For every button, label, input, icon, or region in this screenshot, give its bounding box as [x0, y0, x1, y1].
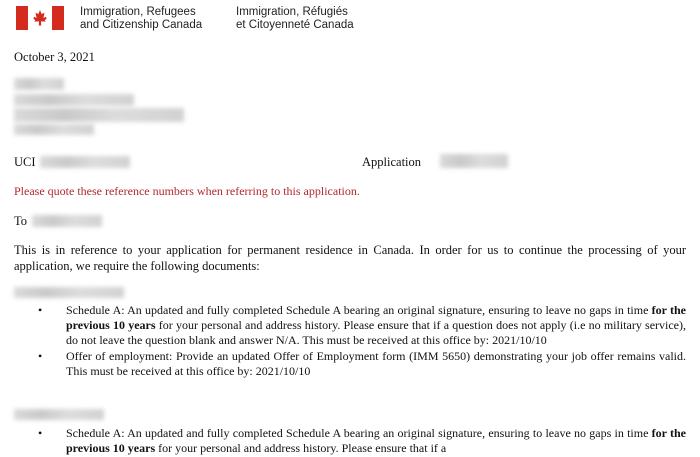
department-fr-line-2: et Citoyenneté Canada [236, 19, 354, 31]
item-text-continued: for your personal and address history. Please ensure that if a question does not apply (i.e no military service), do not leave the question blank and answer N/A. This must be received at this office by: 2021/10/10 [66, 318, 687, 347]
redacted-address-line-1 [14, 78, 64, 90]
letterhead [16, 4, 696, 34]
department-name-french [236, 6, 354, 32]
redacted-recipient-name [32, 215, 102, 227]
item-text: Offer of employment: Provide an updated Offer of Employment form (IMM 5650) demonstrating your job offer remains valid. This must be received at this office by: 2021/10/10 [66, 349, 686, 378]
list-item [14, 349, 686, 379]
application-label: Application [362, 155, 422, 169]
item-emphasis: for the previous 10 years [66, 426, 686, 455]
item-text: Schedule A: An updated and fully completed Schedule A bearing an original signature, ensuring to leave no gaps in time [66, 303, 652, 317]
department-en-line-2: and Citizenship Canada [80, 19, 203, 31]
list-item [14, 426, 686, 456]
list-item [14, 303, 686, 348]
redacted-address-line-2 [14, 94, 134, 106]
department-name-english [80, 6, 202, 32]
item-emphasis: for the previous 10 years [66, 303, 686, 332]
item-text: Schedule A: An updated and fully completed Schedule A bearing an original signature, ensuring to leave no gaps in time [66, 426, 652, 440]
bullet-icon: • [38, 349, 43, 363]
recipient-label: To [14, 214, 28, 228]
redacted-application-number [440, 154, 508, 168]
reference-note: Please quote these reference numbers when referring to this application. [14, 184, 360, 198]
document-list-2 [14, 426, 686, 457]
bullet-icon: • [38, 426, 43, 440]
document-list-1 [14, 303, 686, 380]
redacted-applicant-name-2 [14, 409, 104, 420]
canada-flag-icon [16, 6, 64, 30]
redacted-address-line-3 [14, 108, 184, 122]
redacted-applicant-name-1 [14, 287, 124, 298]
redacted-uci-number [40, 156, 130, 168]
redacted-address-line-4 [14, 124, 94, 135]
department-en-line-1: Immigration, Refugees [80, 6, 196, 18]
bullet-icon: • [38, 303, 43, 317]
uci-label: UCI [14, 155, 36, 169]
item-text-continued: for your personal and address history. Please ensure that if a [155, 441, 447, 455]
intro-paragraph: This is in reference to your application for permanent residence in Canada. In order for us to continue the processing of your application, we require the following documents: [14, 243, 686, 273]
department-fr-line-1: Immigration, Réfugiés [236, 6, 348, 18]
letter-date: October 3, 2021 [14, 50, 95, 64]
